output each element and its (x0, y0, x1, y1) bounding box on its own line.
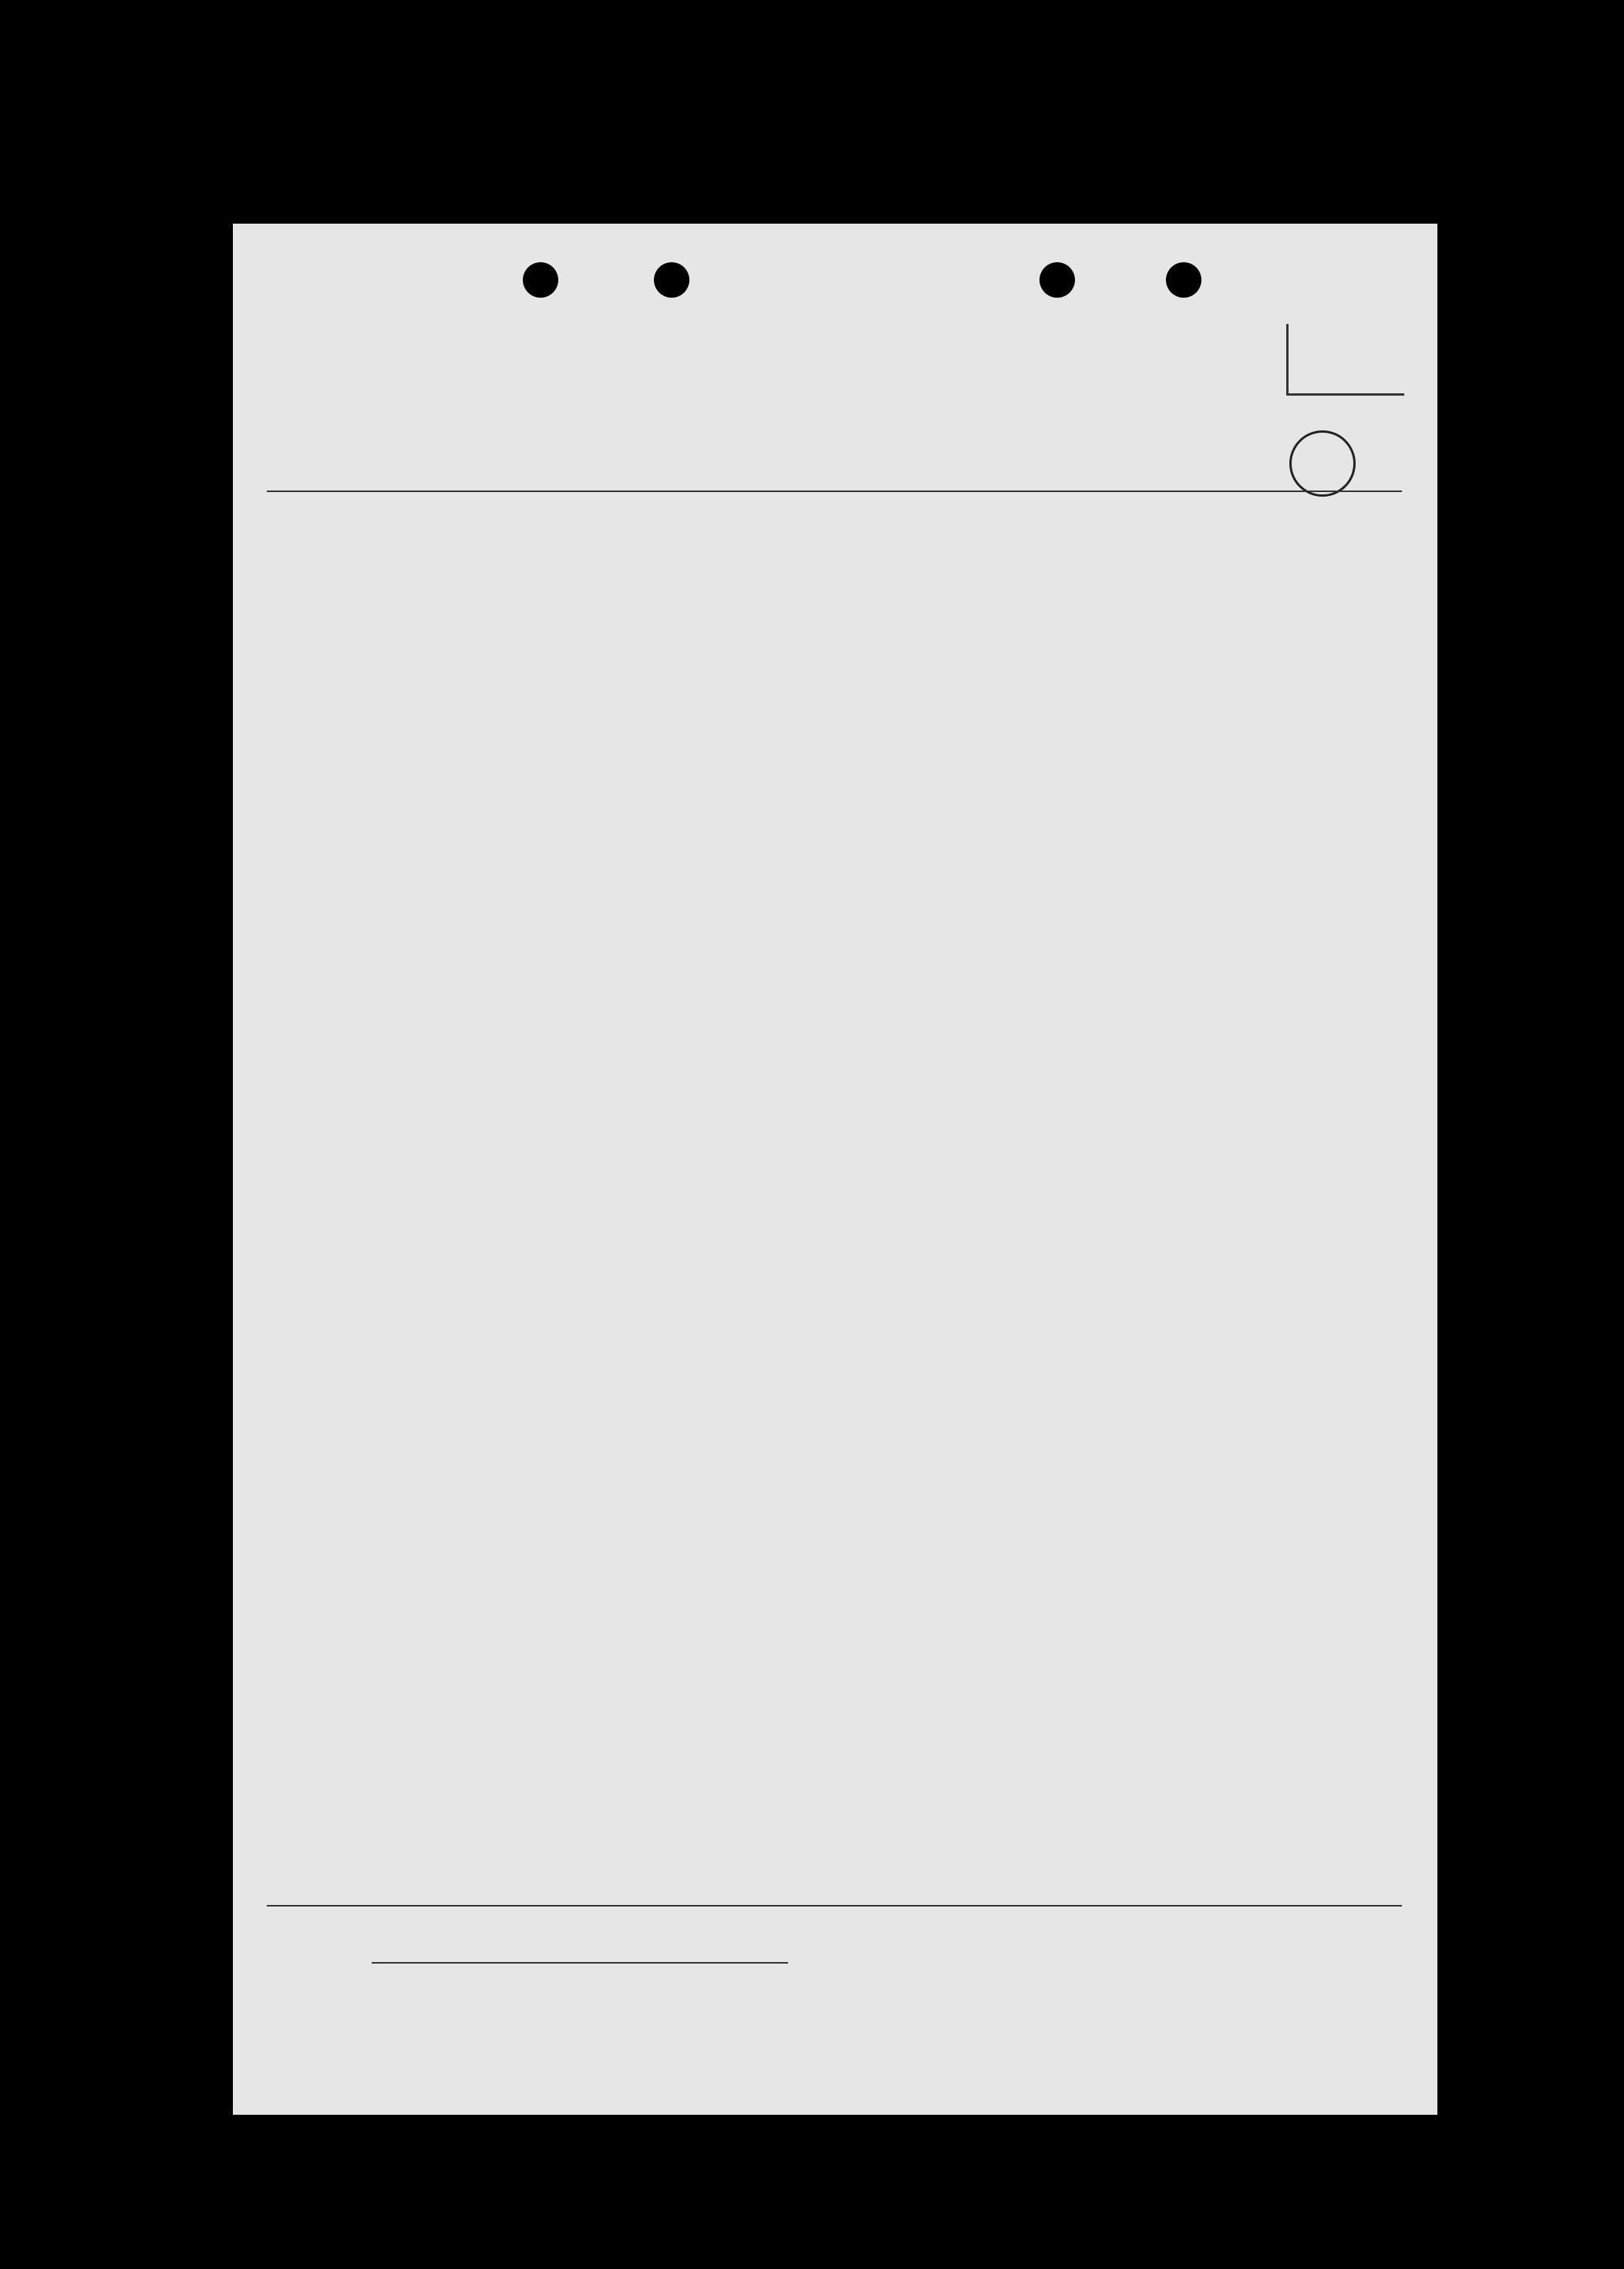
manifest-sheet (233, 224, 1437, 2115)
prepared-by-line (372, 1962, 788, 1964)
manifest-grid (233, 224, 1437, 2115)
footer-rule (267, 1905, 1402, 1907)
